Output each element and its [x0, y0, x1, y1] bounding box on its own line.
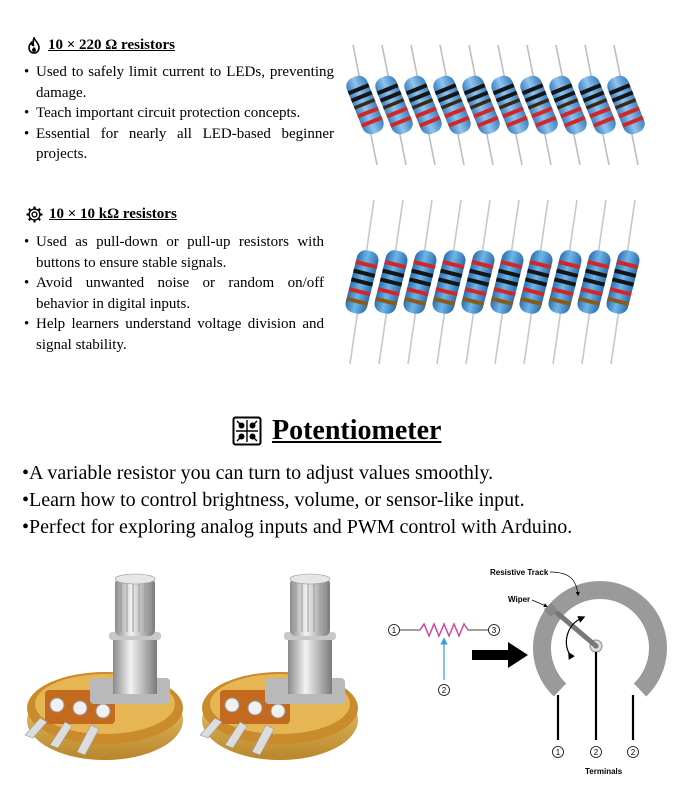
resistors-10k-image	[340, 196, 670, 368]
wiper-label: Wiper	[508, 595, 531, 604]
circuit-board-icon	[232, 416, 262, 446]
section1-title: 10 × 220 Ω resistors	[48, 37, 175, 53]
potentiometer-photos	[0, 570, 380, 790]
list-item: • Essential for nearly all LED-based beginner projects.	[24, 124, 334, 165]
list-item: • A variable resistor you can turn to adjust values smoothly.	[22, 460, 682, 487]
arrow-right-icon	[472, 642, 528, 668]
list-item: • Help learners understand voltage division and signal stability.	[24, 314, 324, 355]
section2-title: 10 × 10 kΩ resistors	[49, 206, 177, 222]
list-item: • Used to safely limit current to LEDs, preventing damage.	[24, 62, 334, 103]
list-item: • Learn how to control brightness, volume, or sensor-like input.	[22, 487, 682, 514]
resistors-220-image	[335, 30, 675, 180]
potentiometer-heading	[232, 415, 441, 447]
terminal1-label: 1	[555, 748, 561, 757]
pin2-label: 2	[441, 686, 447, 695]
section2-bullets	[24, 232, 324, 355]
terminal2-label: 2	[593, 748, 599, 757]
flame-icon	[26, 37, 42, 54]
list-item: • Avoid unwanted noise or random on/off behavior in digital inputs.	[24, 273, 324, 314]
section1-bullets	[24, 62, 334, 165]
resistive-track-label: Resistive Track	[490, 568, 549, 577]
list-item: • Teach important circuit protection concepts.	[24, 103, 334, 124]
gear-icon	[26, 206, 43, 223]
terminals-label: Terminals	[585, 767, 623, 776]
pin1-label: 1	[391, 626, 397, 635]
list-item: • Perfect for exploring analog inputs and PWM control with Arduino.	[22, 514, 682, 541]
list-item: • Used as pull-down or pull-up resistors with buttons to ensure stable signals.	[24, 232, 324, 273]
section1-heading	[26, 37, 175, 54]
pin3-label: 3	[491, 626, 497, 635]
section2-heading	[26, 206, 177, 223]
potentiometer-diagram	[380, 560, 680, 790]
potentiometer-bullets	[22, 460, 682, 541]
terminal3-label: 2	[630, 748, 636, 757]
potentiometer-title: Potentiometer	[272, 415, 442, 446]
